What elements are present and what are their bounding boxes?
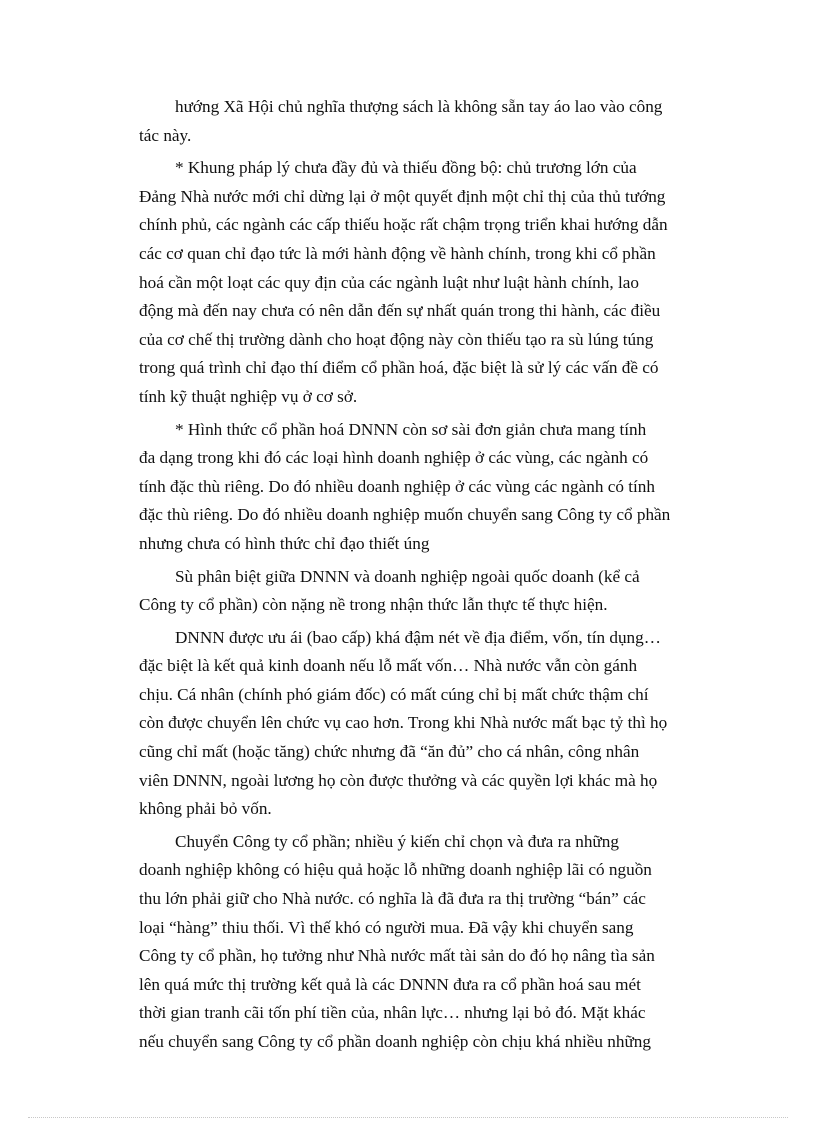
text-line: thời gian tranh cãi tốn phí tiền của, nhân lực… nhưng lại bỏ đó. Mặt khác [139,1003,646,1023]
text-line: tính đặc thù riêng. Do đó nhiều doanh nghiệp ở các vùng các ngành có tính [139,476,655,496]
text-line: tác này. [139,125,192,145]
text-line: còn được chuyển lên chức vụ cao hơn. Trong khi Nhà nước mất bạc tỷ thì họ [139,713,668,733]
text-line: viên DNNN, ngoài lương họ còn được thưởng và các quyền lợi khác mà họ [139,770,658,790]
paragraph [139,93,724,150]
text-line: loại “hàng” thiu thối. Vì thế khó có người mua. Đã vậy khi chuyển sang [139,917,634,937]
text-line: cũng chỉ mất (hoặc tăng) chức nhưng đã “ăn đủ” cho cá nhân, công nhân [139,742,640,762]
text-line: doanh nghiệp không có hiệu quả hoặc lỗ những doanh nghiệp lãi có nguồn [139,860,652,880]
text-line: Công ty cổ phần, họ tưởng như Nhà nước mất tài sản do đó họ nâng tìa sản [139,946,655,966]
text-line: DNNN được ưu ái (bao cấp) khá đậm nét về địa điểm, vốn, tín dụng… [175,627,661,647]
text-line: động mà đến nay chưa có nên dẫn đến sự nhất quán trong thi hành, các điều [139,301,661,321]
text-line: trong quá trình chỉ đạo thí điểm cổ phần hoá, đặc biệt là sử lý các vấn đề có [139,358,659,378]
text-line: hướng Xã Hội chủ nghĩa thượng sách là không sẵn tay áo lao vào công [175,97,663,116]
paragraph [139,563,724,620]
text-line: nếu chuyển sang Công ty cổ phần doanh nghiệp còn chịu khá nhiều những [139,1032,651,1051]
text-line: Công ty cổ phần) còn nặng nề trong nhận thức lẫn thực tế thực hiện. [139,595,608,615]
text-line: không phải bỏ vốn. [139,799,272,819]
text-line: Chuyển Công ty cổ phần; nhiều ý kiến chỉ chọn và đưa ra những [175,831,619,851]
text-line: Đảng Nhà nước mới chỉ dừng lại ở một quyết định một chỉ thị của thủ tướng [139,186,666,206]
text-line: tính kỹ thuật nghiệp vụ ở cơ sở. [139,386,358,406]
paragraph [139,828,724,1057]
text-line: lên quá mức thị trường kết quả là các DNNN đưa ra cổ phần hoá sau mét [139,974,641,994]
text-line: các cơ quan chỉ đạo tức là mới hành động về hành chính, trong khi cổ phần [139,243,656,263]
document-body [139,93,724,1057]
text-line: nhưng chưa có hình thức chỉ đạo thiết úng [139,533,430,553]
text-line: của cơ chế thị trường dành cho hoạt động này còn thiếu tạo ra sù lúng túng [139,329,654,349]
text-line: đặc thù riêng. Do đó nhiều doanh nghiệp muốn chuyển sang Công ty cổ phần [139,505,671,525]
text-line: Sù phân biệt giữa DNNN và doanh nghiệp ngoài quốc doanh (kể cả [175,566,640,586]
paragraph [139,624,724,824]
paragraph [139,154,724,411]
text-line: chịu. Cá nhân (chính phó giám đốc) có mất cúng chỉ bị mất chức thậm chí [139,684,649,704]
text-line: đa dạng trong khi đó các loại hình doanh nghiệp ở các vùng, các ngành có [139,448,649,468]
paragraph [139,416,724,559]
text-line: đặc biệt là kết quả kinh doanh nếu lỗ mất vốn… Nhà nước vẫn còn gánh [139,656,638,676]
text-line: chính phủ, các ngành các cấp thiếu hoặc rất chậm trọng triển khai hướng dẫn [139,215,668,235]
page-bottom-divider [28,1117,788,1118]
text-line: * Khung pháp lý chưa đầy đủ và thiếu đồng bộ: chủ trương lớn của [175,158,637,178]
text-line: * Hình thức cổ phần hoá DNNN còn sơ sài đơn giản chưa mang tính [175,419,647,439]
text-line: hoá cần một loạt các quy địn của các ngành luật như luật hành chính, lao [139,272,639,292]
text-line: thu lớn phải giữ cho Nhà nước. có nghĩa là đã đưa ra thị trường “bán” các [139,889,646,909]
